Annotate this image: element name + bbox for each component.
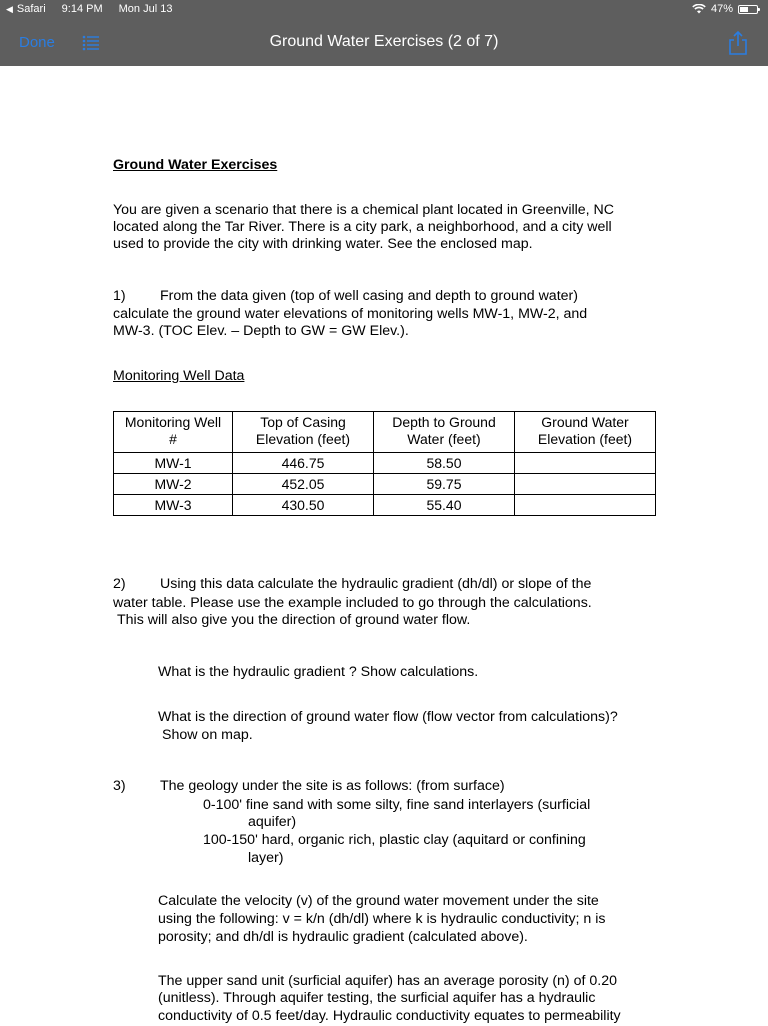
table-title: Monitoring Well Data (113, 368, 245, 384)
header-ground-water-elevation: Ground Water Elevation (feet) (515, 412, 656, 453)
status-bar (0, 0, 768, 20)
table-cell: MW-1 (114, 453, 233, 474)
intro-line: You are given a scenario that there is a chemical plant located in Greenville, NC (113, 202, 615, 218)
back-to-app-icon[interactable]: ◀ (6, 3, 13, 14)
navigation-bar (0, 20, 768, 66)
table-cell: MW-3 (114, 495, 233, 516)
table-cell: 55.40 (374, 495, 515, 516)
geology-layer-1: aquifer) (248, 814, 297, 830)
page-heading: Ground Water Exercises (113, 157, 278, 173)
question-1-line: MW-3. (TOC Elev. – Depth to GW = GW Elev.). (113, 323, 409, 339)
table-row (114, 453, 656, 474)
monitoring-well-table (113, 411, 656, 516)
header-top-of-casing: Top of Casing Elevation (feet) (233, 412, 374, 453)
back-app-label[interactable]: Safari (16, 3, 46, 15)
done-button[interactable]: Done (19, 34, 55, 51)
geology-layer-2: 100-150' hard, organic rich, plastic clay (aquitard or confining (203, 832, 586, 848)
browser-chrome (0, 0, 768, 66)
question-2-number: 2) (113, 576, 126, 592)
question-2b-line: What is the direction of ground water flow (flow vector from calculations)? (158, 709, 618, 725)
table-cell: 452.05 (233, 474, 374, 495)
header-depth-to-ground-water: Depth to Ground Water (feet) (374, 412, 515, 453)
velocity-line: porosity; and dh/dl is hydraulic gradient (calculated above). (158, 929, 528, 945)
aquifer-line: conductivity of 0.5 feet/day. Hydraulic conductivity equates to permeability (158, 1008, 621, 1024)
status-time: 9:14 PM (61, 3, 103, 15)
share-icon[interactable] (728, 30, 748, 56)
table-cell: 59.75 (374, 474, 515, 495)
question-1-number: 1) (113, 288, 126, 304)
status-date: Mon Jul 13 (118, 3, 173, 15)
table-cell: 58.50 (374, 453, 515, 474)
battery-percent: 47% (710, 3, 733, 15)
table-cell: 430.50 (233, 495, 374, 516)
table-cell (515, 474, 656, 495)
battery-icon (738, 5, 758, 14)
aquifer-line: (unitless). Through aquifer testing, the surficial aquifer has a hydraulic (158, 990, 596, 1006)
velocity-line: using the following: v = k/n (dh/dl) where k is hydraulic conductivity; n is (158, 911, 606, 927)
question-3-number: 3) (113, 778, 126, 794)
velocity-line: Calculate the velocity (v) of the ground water movement under the site (158, 893, 599, 909)
question-2b-line: Show on map. (162, 727, 253, 743)
table-cell: MW-2 (114, 474, 233, 495)
document-title: Ground Water Exercises (2 of 7) (269, 33, 499, 50)
document-page (0, 66, 768, 1024)
table-cell (515, 453, 656, 474)
intro-line: used to provide the city with drinking water. See the enclosed map. (113, 236, 533, 252)
geology-layer-1: 0-100' fine sand with some silty, fine sand interlayers (surficial (203, 797, 591, 813)
question-2-line: Using this data calculate the hydraulic gradient (dh/dl) or slope of the (160, 576, 592, 592)
question-2-line: This will also give you the direction of ground water flow. (117, 612, 471, 628)
table-row (114, 474, 656, 495)
question-2a: What is the hydraulic gradient ? Show calculations. (158, 664, 479, 680)
table-cell (515, 495, 656, 516)
aquifer-line: The upper sand unit (surficial aquifer) has an average porosity (n) of 0.20 (158, 973, 617, 989)
table-cell: 446.75 (233, 453, 374, 474)
question-2-line: water table. Please use the example included to go through the calculations. (113, 595, 592, 611)
table-header-row (114, 412, 656, 453)
wifi-icon (692, 4, 706, 14)
question-1-line: calculate the ground water elevations of monitoring wells MW-1, MW-2, and (113, 306, 588, 322)
question-3-intro: The geology under the site is as follows: (from surface) (160, 778, 505, 794)
question-1-line: From the data given (top of well casing and depth to ground water) (160, 288, 578, 304)
table-row (114, 495, 656, 516)
header-monitoring-well: Monitoring Well # (114, 412, 233, 453)
geology-layer-2: layer) (248, 850, 284, 866)
intro-line: located along the Tar River. There is a city park, a neighborhood, and a city well (113, 219, 612, 235)
